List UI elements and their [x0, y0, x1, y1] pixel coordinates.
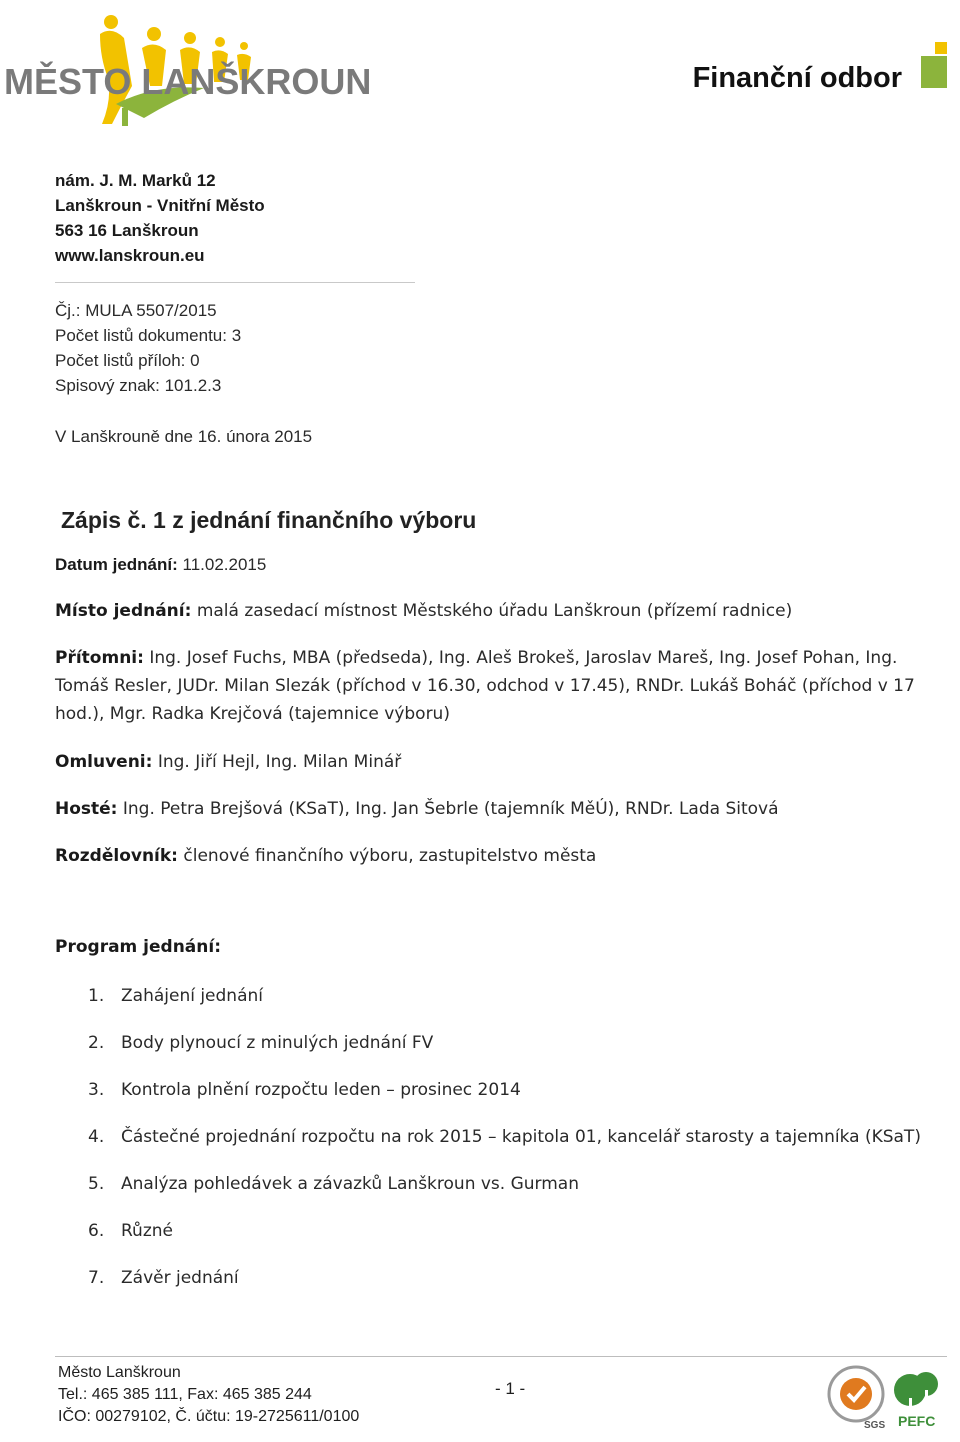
certification-logos: [826, 1364, 950, 1430]
footer-org: Město Lanškroun: [58, 1364, 181, 1381]
program-item-number: 3.: [88, 1080, 105, 1100]
meeting-place-value: malá zasedací místnost Městského úřadu Lanškroun (přízemí radnice): [191, 601, 793, 621]
attendees: [55, 644, 935, 728]
svg-text:PEFC: PEFC: [898, 1413, 936, 1429]
program-item-number: 6.: [88, 1221, 105, 1241]
program-item-text: Analýza pohledávek a závazků Lanškroun vs. Gurman: [121, 1174, 579, 1194]
guests-value: Ing. Petra Brejšová (KSaT), Ing. Jan Šebrle (tajemník MěÚ), RNDr. Lada Sitová: [117, 799, 779, 819]
guests-label: Hosté:: [55, 799, 118, 819]
corner-squares-mark: [921, 42, 949, 90]
program-item-number: 2.: [88, 1033, 105, 1053]
document-metadata: [55, 298, 241, 398]
footer-ids: IČO: 00279102, Č. účtu: 19-2725611/0100: [58, 1408, 360, 1425]
meeting-place-label: Místo jednání:: [55, 601, 192, 621]
program-item-number: 1.: [88, 986, 105, 1006]
program-item: [88, 1174, 579, 1194]
program-item: [88, 1268, 239, 1288]
meeting-place: [55, 597, 935, 625]
program-item-text: Různé: [121, 1221, 173, 1241]
excused-label: Omluveni:: [55, 752, 153, 772]
footer-divider: [55, 1356, 947, 1357]
program-item-text: Částečné projednání rozpočtu na rok 2015 – kapitola 01, kancelář starosty a tajemníka (KSaT): [121, 1127, 921, 1147]
program-item-text: Zahájení jednání: [121, 986, 264, 1006]
address-district: Lanškroun - Vnitřní Město: [55, 196, 265, 215]
attendees-value: Ing. Josef Fuchs, MBA (předseda), Ing. Aleš Brokeš, Jaroslav Mareš, Ing. Josef Pohan, Ing. Tomáš Resler, JUDr. Milan Slezák (příchod v 16.30, odchod v 17.45), RNDr. Lukáš Boháč (příchod v 17 hod.), Mgr. Radka Krejčová (tajemnice výboru): [55, 648, 915, 724]
footer-phone: Tel.: 465 385 111, Fax: 465 385 244: [58, 1386, 312, 1403]
distribution-list: [55, 842, 935, 870]
attendees-label: Přítomni:: [55, 648, 144, 668]
distribution-value: členové finančního výboru, zastupitelstvo města: [177, 846, 597, 866]
attachment-page-count: Počet listů příloh: 0: [55, 351, 200, 370]
meeting-date-value: 11.02.2015: [177, 555, 267, 574]
document-page-count: Počet listů dokumentu: 3: [55, 326, 242, 345]
program-item-number: 4.: [88, 1127, 105, 1147]
date-line: V Lanškrouně dne 16. února 2015: [55, 427, 313, 446]
guests: [55, 795, 935, 823]
program-item: [88, 1033, 433, 1053]
distribution-label: Rozdělovník:: [55, 846, 178, 866]
sgs-certificate-icon: [829, 1367, 885, 1431]
address-block: [55, 168, 265, 268]
program-item: [88, 986, 263, 1006]
program-item-number: 7.: [88, 1268, 105, 1288]
program-title: Program jednání:: [55, 937, 222, 957]
reference-number: Čj.: MULA 5507/2015: [55, 301, 217, 320]
svg-text:SGS: SGS: [864, 1420, 886, 1431]
logo-wordmark: MĚSTO LANŠKROUN: [4, 61, 372, 102]
program-item-text: Závěr jednání: [121, 1268, 239, 1288]
meeting-date-label: Datum jednání:: [55, 555, 178, 574]
excused: [55, 748, 935, 776]
document-title: Zápis č. 1 z jednání finančního výboru: [61, 507, 477, 533]
footer-contact: [58, 1362, 359, 1428]
address-web[interactable]: www.lanskroun.eu: [55, 246, 205, 265]
meeting-date: [55, 551, 935, 579]
program-item: [88, 1080, 521, 1100]
program-item: [88, 1221, 173, 1241]
program-item-text: Body plynoucí z minulých jednání FV: [121, 1033, 434, 1053]
department-title: Finanční odbor: [692, 62, 902, 94]
program-item: [88, 1127, 921, 1147]
page-number: - 1 -: [495, 1379, 526, 1398]
program-item-text: Kontrola plnění rozpočtu leden – prosinec 2014: [121, 1080, 521, 1100]
address-city: 563 16 Lanškroun: [55, 221, 199, 240]
mesto-lanskroun-logo: [4, 8, 372, 128]
excused-value: Ing. Jiří Hejl, Ing. Milan Minář: [152, 752, 402, 772]
address-street: nám. J. M. Marků 12: [55, 171, 216, 190]
pefc-tree-icon: [894, 1372, 938, 1429]
divider: [55, 282, 415, 283]
program-item-number: 5.: [88, 1174, 105, 1194]
file-mark: Spisový znak: 101.2.3: [55, 376, 222, 395]
